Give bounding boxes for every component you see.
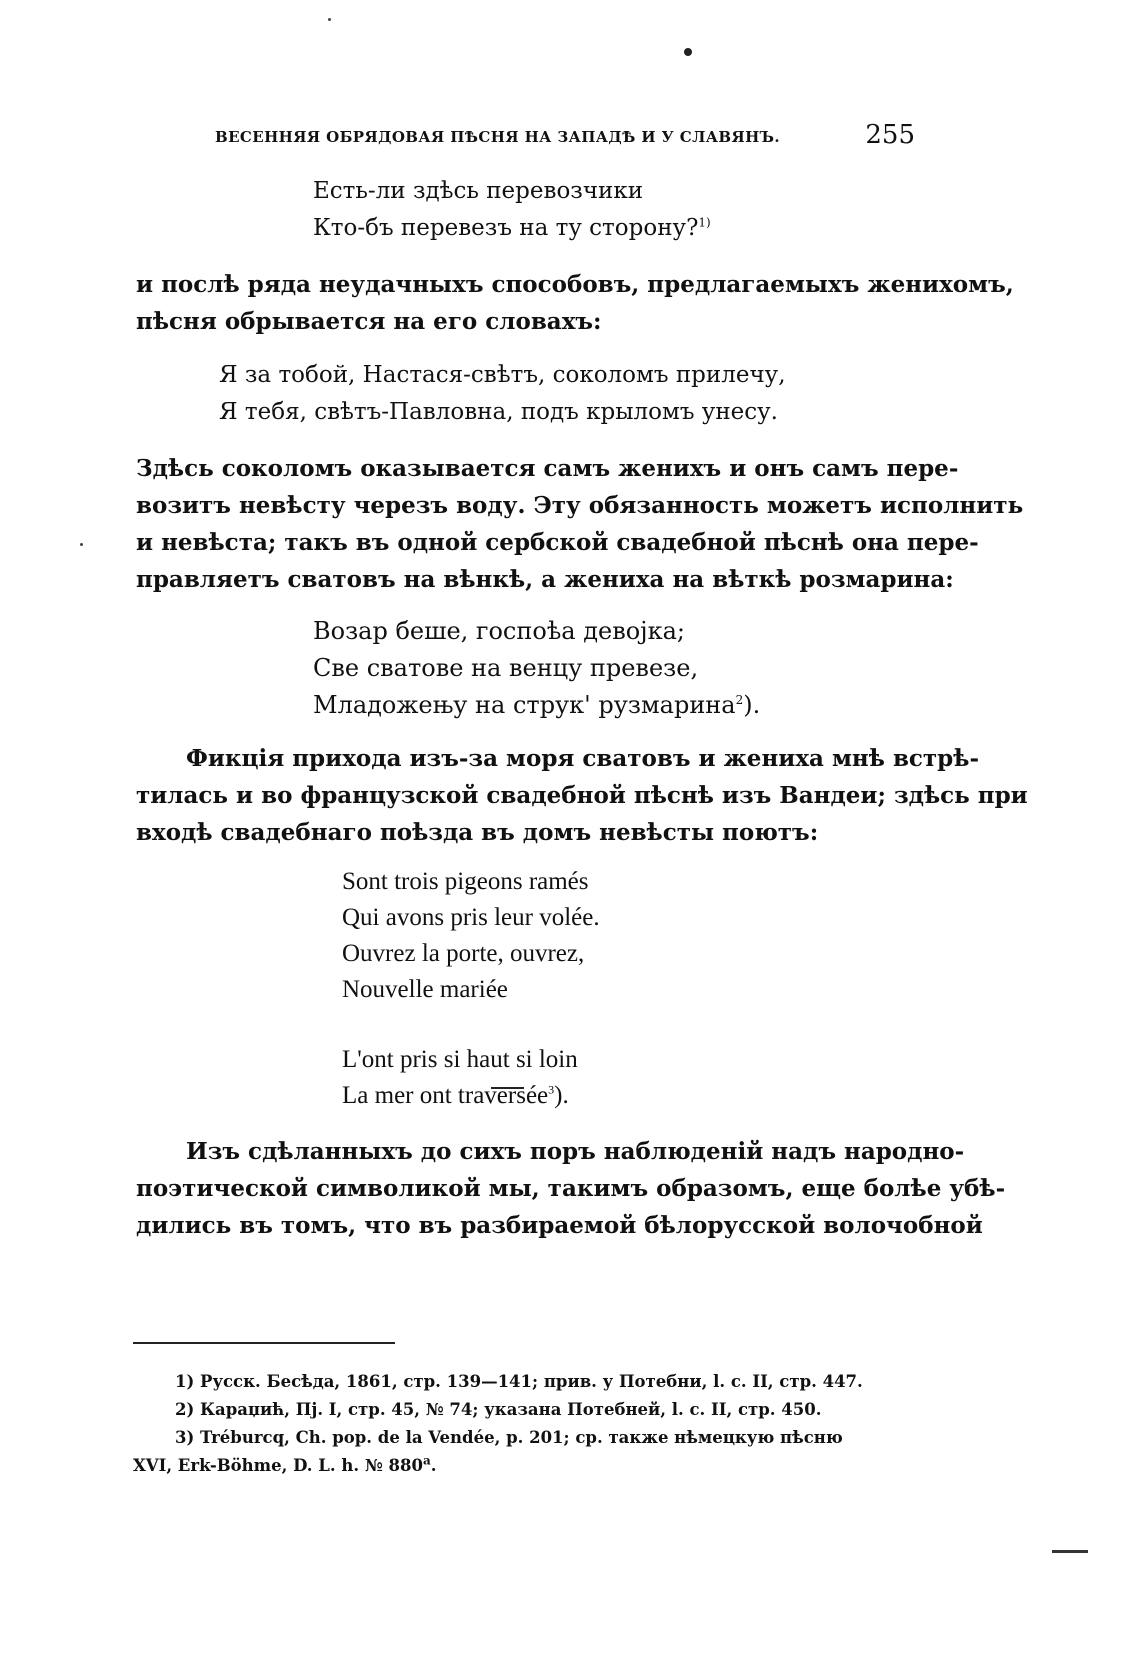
paragraph-line: входѣ свадебнаго поѣзда въ домъ невѣсты поютъ: — [136, 819, 819, 846]
footnote-ref: 1) — [698, 215, 711, 230]
footnote-ref: 3 — [548, 1082, 555, 1097]
paragraph-line: Здѣсь соколомъ оказывается самъ женихъ и онъ самъ пере- — [136, 455, 959, 482]
verse-line: Есть-ли здѣсь перевозчики — [313, 178, 644, 204]
footnote-1: 1) Русск. Бесѣда, 1861, стр. 139—141; прив. у Потебни, l. c. II, стр. 447. — [175, 1372, 863, 1391]
paragraph-line: пѣсня обрывается на его словахъ: — [136, 308, 602, 335]
footnote-ref: 2 — [735, 693, 744, 707]
paragraph-line: и послѣ ряда неудачныхъ способовъ, предлагаемыхъ женихомъ, — [136, 271, 1014, 298]
verse-french-cont — [342, 1042, 578, 1114]
footnotes — [133, 1368, 923, 1480]
verse-falcon — [219, 357, 786, 431]
verse-line: L'ont pris si haut si loin — [342, 1046, 578, 1073]
verse-ferrymen — [313, 173, 711, 247]
verse-line: Nouvelle mariée — [342, 976, 508, 1003]
footnote-3: 3) Tréburcq, Ch. pop. de la Vendée, p. 201; ср. также нѣмецкую пѣсню — [175, 1428, 843, 1447]
verse-line: Све сватове на венцу превезе, — [313, 654, 699, 682]
paragraph — [136, 740, 1028, 851]
paragraph-line: тилась и во французской свадебной пѣснѣ изъ Вандеи; здѣсь при — [136, 782, 1028, 809]
verse-line: Я тебя, свѣтъ-Павловна, подъ крыломъ унесу. — [219, 399, 778, 425]
verse-line: Qui avons pris leur volée. — [342, 904, 600, 931]
verse-line: Я за тобой, Настася-свѣтъ, соколомъ прилечу, — [219, 362, 786, 388]
paragraph — [136, 266, 1014, 340]
running-head — [215, 122, 915, 154]
paragraph-line: поэтической символикой мы, такимъ образомъ, еще болѣе убѣ- — [136, 1175, 1006, 1202]
paragraph-line: и невѣста; такъ въ одной сербской свадебной пѣснѣ она пере- — [136, 529, 979, 556]
verse-line-text: Младожењу на струк' рузмарина — [313, 691, 736, 719]
footnote-sup: a — [423, 1453, 431, 1468]
verse-line: Ouvrez la porte, ouvrez, — [342, 940, 585, 967]
verse-line-text: Кто-бъ перевезъ на ту сторону? — [313, 215, 699, 241]
paragraph-line: дились въ томъ, что въ разбираемой бѣлорусской волочобной — [136, 1212, 983, 1239]
verse-line — [342, 1078, 578, 1114]
verse-line — [313, 687, 760, 724]
paragraph-line: правляетъ сватовъ на вѣнкѣ, а жениха на вѣткѣ розмарина: — [136, 566, 954, 593]
page-number: 255 — [865, 120, 915, 150]
verse-line: Возар беше, госпоѣа девојка; — [313, 617, 685, 645]
scan-speck — [80, 543, 83, 546]
paragraph — [136, 450, 1024, 598]
paragraph-line: Фикція прихода изъ-за моря сватовъ и жениха мнѣ встрѣ- — [186, 745, 979, 772]
verse-french — [342, 864, 600, 1008]
footnote-3-cont-end: . — [430, 1456, 437, 1475]
running-title: ВЕСЕННЯЯ ОБРЯДОВАЯ ПѢСНЯ НА ЗАПАДѢ И У СЛАВЯНЪ. — [215, 128, 781, 146]
footnote-rule — [133, 1342, 395, 1344]
verse-line-text: La mer ont traversée — [342, 1082, 549, 1109]
verse-serbian — [313, 613, 760, 724]
footnote-3-cont-text: XVI, Erk-Böhme, D. L. h. № 880 — [133, 1456, 423, 1475]
verse-line — [313, 210, 711, 247]
printed-dot-mark — [684, 48, 692, 56]
footnote-2: 2) Караџић, Пј. I, стр. 45, № 74; указана Потебней, l. c. II, стр. 450. — [175, 1400, 822, 1419]
verse-line: Sont trois pigeons ramés — [342, 868, 589, 895]
verse-line-end: ). — [554, 1082, 569, 1109]
paragraph — [136, 1133, 1006, 1244]
footnote-3-cont — [133, 1452, 923, 1480]
scan-speck — [328, 18, 331, 21]
page-edge-mark — [1052, 1550, 1088, 1553]
verse-line-end: ). — [743, 691, 761, 719]
paragraph-line: возитъ невѣсту черезъ воду. Эту обязанность можетъ исполнить — [136, 492, 1024, 519]
paragraph-line: Изъ сдѣланныхъ до сихъ поръ наблюденій надъ народно- — [186, 1138, 965, 1165]
